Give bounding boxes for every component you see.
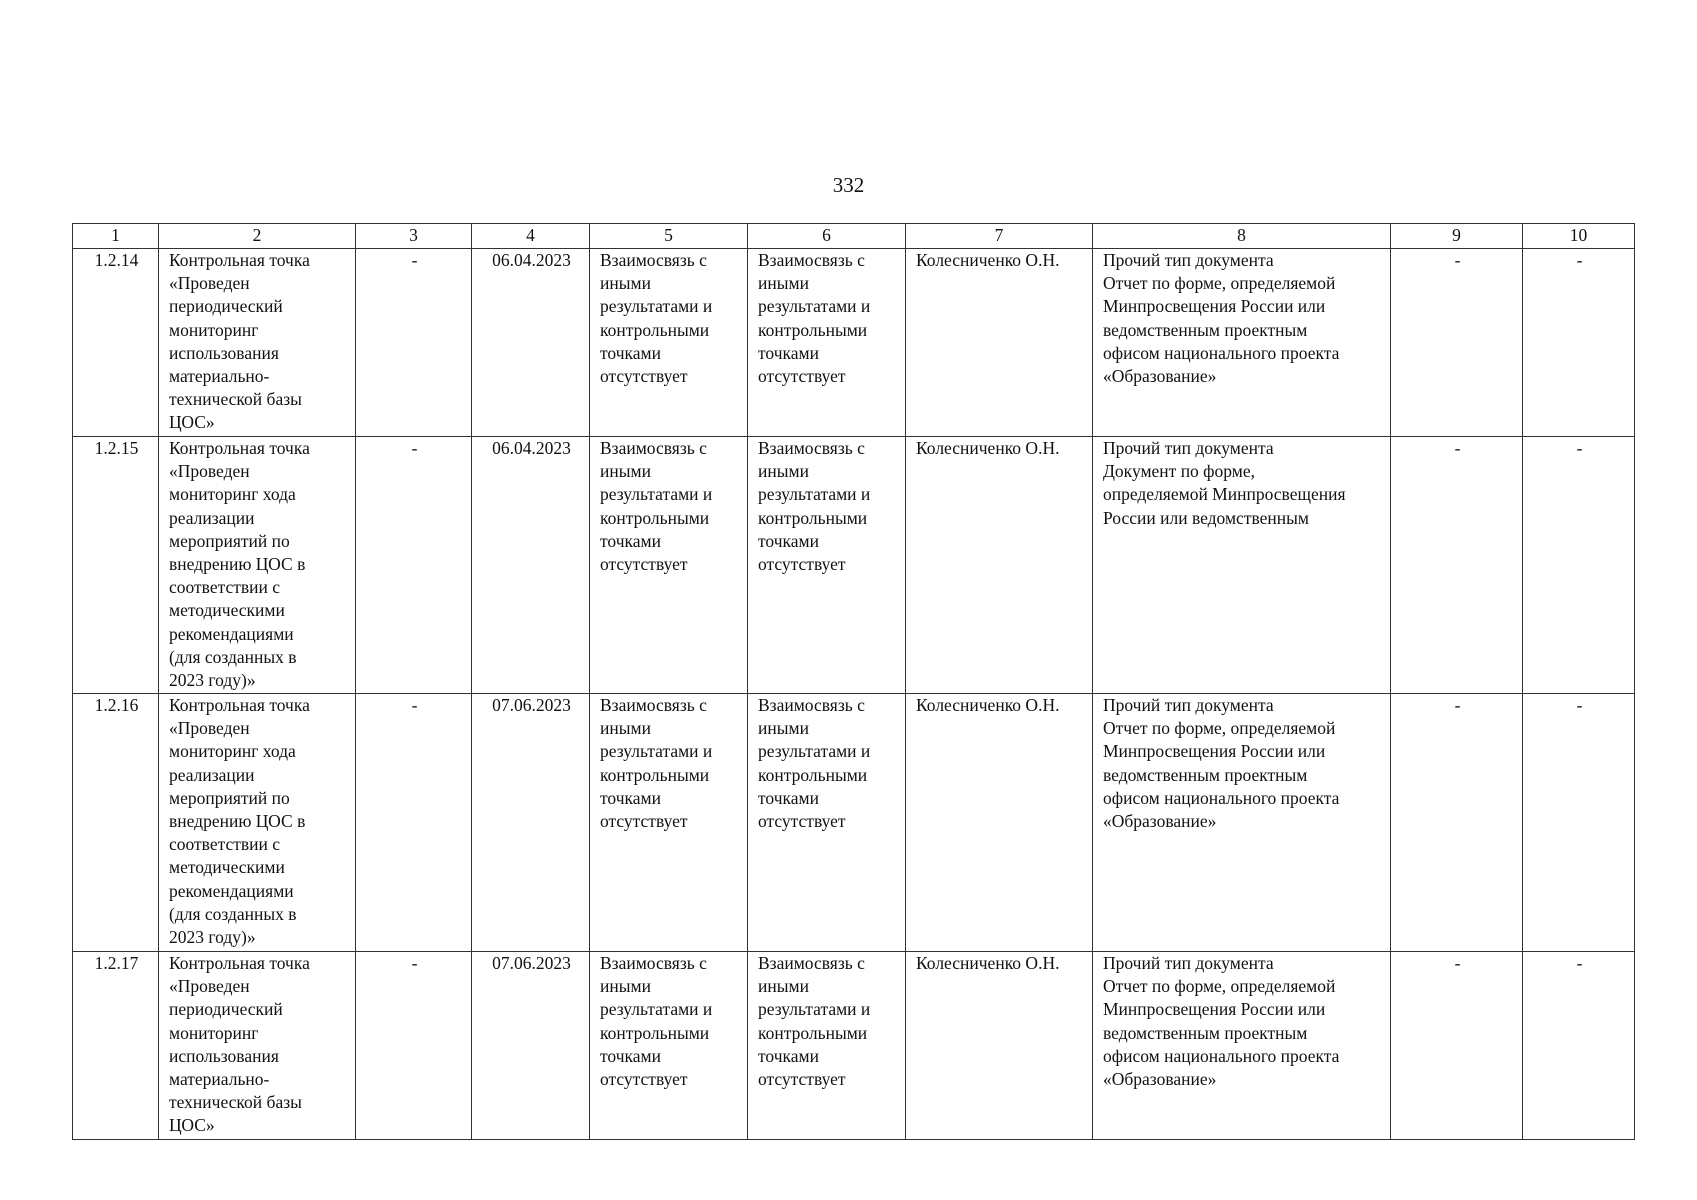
column-9-value: -	[1391, 952, 1523, 1140]
column-3-value: -	[356, 249, 472, 437]
table-row	[73, 952, 1635, 1140]
date-cell: 06.04.2023	[472, 249, 590, 437]
link-points-cell: Взаимосвязь с иными результатами и контрольными точками отсутствует	[748, 437, 906, 694]
responsible-cell: Колесниченко О.Н.	[906, 952, 1093, 1140]
column-header-10: 10	[1523, 224, 1635, 249]
table-row	[73, 437, 1635, 694]
control-point-title: Контрольная точка «Проведен мониторинг хода реализации мероприятий по внедрению ЦОС в соответствии с методическими рекомендациями (для созданных в 2023 году)»	[159, 437, 356, 694]
control-points-table	[72, 223, 1635, 1140]
link-results-cell: Взаимосвязь с иными результатами и контрольными точками отсутствует	[590, 437, 748, 694]
column-9-value: -	[1391, 694, 1523, 952]
control-point-title: Контрольная точка «Проведен периодический мониторинг использования материально- технической базы ЦОС»	[159, 952, 356, 1140]
date-cell: 07.06.2023	[472, 694, 590, 952]
row-id: 1.2.17	[73, 952, 159, 1140]
column-10-value: -	[1523, 694, 1635, 952]
date-cell: 06.04.2023	[472, 437, 590, 694]
column-3-value: -	[356, 694, 472, 952]
page-number: 332	[832, 173, 865, 197]
table-header-row	[73, 224, 1635, 249]
responsible-cell: Колесниченко О.Н.	[906, 437, 1093, 694]
link-points-cell: Взаимосвязь с иными результатами и контрольными точками отсутствует	[748, 694, 906, 952]
column-10-value: -	[1523, 952, 1635, 1140]
link-results-cell: Взаимосвязь с иными результатами и контрольными точками отсутствует	[590, 694, 748, 952]
column-header-4: 4	[472, 224, 590, 249]
row-id: 1.2.15	[73, 437, 159, 694]
link-points-cell: Взаимосвязь с иными результатами и контрольными точками отсутствует	[748, 952, 906, 1140]
date-cell: 07.06.2023	[472, 952, 590, 1140]
column-header-8: 8	[1093, 224, 1391, 249]
row-id: 1.2.16	[73, 694, 159, 952]
column-header-7: 7	[906, 224, 1093, 249]
column-10-value: -	[1523, 249, 1635, 437]
table-row	[73, 694, 1635, 952]
column-3-value: -	[356, 952, 472, 1140]
control-point-title: Контрольная точка «Проведен мониторинг хода реализации мероприятий по внедрению ЦОС в соответствии с методическими рекомендациями (для созданных в 2023 году)»	[159, 694, 356, 952]
link-results-cell: Взаимосвязь с иными результатами и контрольными точками отсутствует	[590, 249, 748, 437]
column-header-5: 5	[590, 224, 748, 249]
document-cell: Прочий тип документа Отчет по форме, определяемой Минпросвещения России или ведомственным проектным офисом национального проекта «Образование»	[1093, 694, 1391, 952]
column-9-value: -	[1391, 249, 1523, 437]
column-header-6: 6	[748, 224, 906, 249]
link-points-cell: Взаимосвязь с иными результатами и контрольными точками отсутствует	[748, 249, 906, 437]
document-cell: Прочий тип документа Отчет по форме, определяемой Минпросвещения России или ведомственным проектным офисом национального проекта «Образование»	[1093, 249, 1391, 437]
column-header-3: 3	[356, 224, 472, 249]
table-row	[73, 249, 1635, 437]
column-header-9: 9	[1391, 224, 1523, 249]
control-point-title: Контрольная точка «Проведен периодический мониторинг использования материально- технической базы ЦОС»	[159, 249, 356, 437]
column-3-value: -	[356, 437, 472, 694]
column-9-value: -	[1391, 437, 1523, 694]
row-id: 1.2.14	[73, 249, 159, 437]
document-cell: Прочий тип документа Документ по форме, определяемой Минпросвещения России или ведомственным	[1093, 437, 1391, 694]
responsible-cell: Колесниченко О.Н.	[906, 694, 1093, 952]
responsible-cell: Колесниченко О.Н.	[906, 249, 1093, 437]
document-cell: Прочий тип документа Отчет по форме, определяемой Минпросвещения России или ведомственным проектным офисом национального проекта «Образование»	[1093, 952, 1391, 1140]
column-header-1: 1	[73, 224, 159, 249]
link-results-cell: Взаимосвязь с иными результатами и контрольными точками отсутствует	[590, 952, 748, 1140]
column-header-2: 2	[159, 224, 356, 249]
column-10-value: -	[1523, 437, 1635, 694]
